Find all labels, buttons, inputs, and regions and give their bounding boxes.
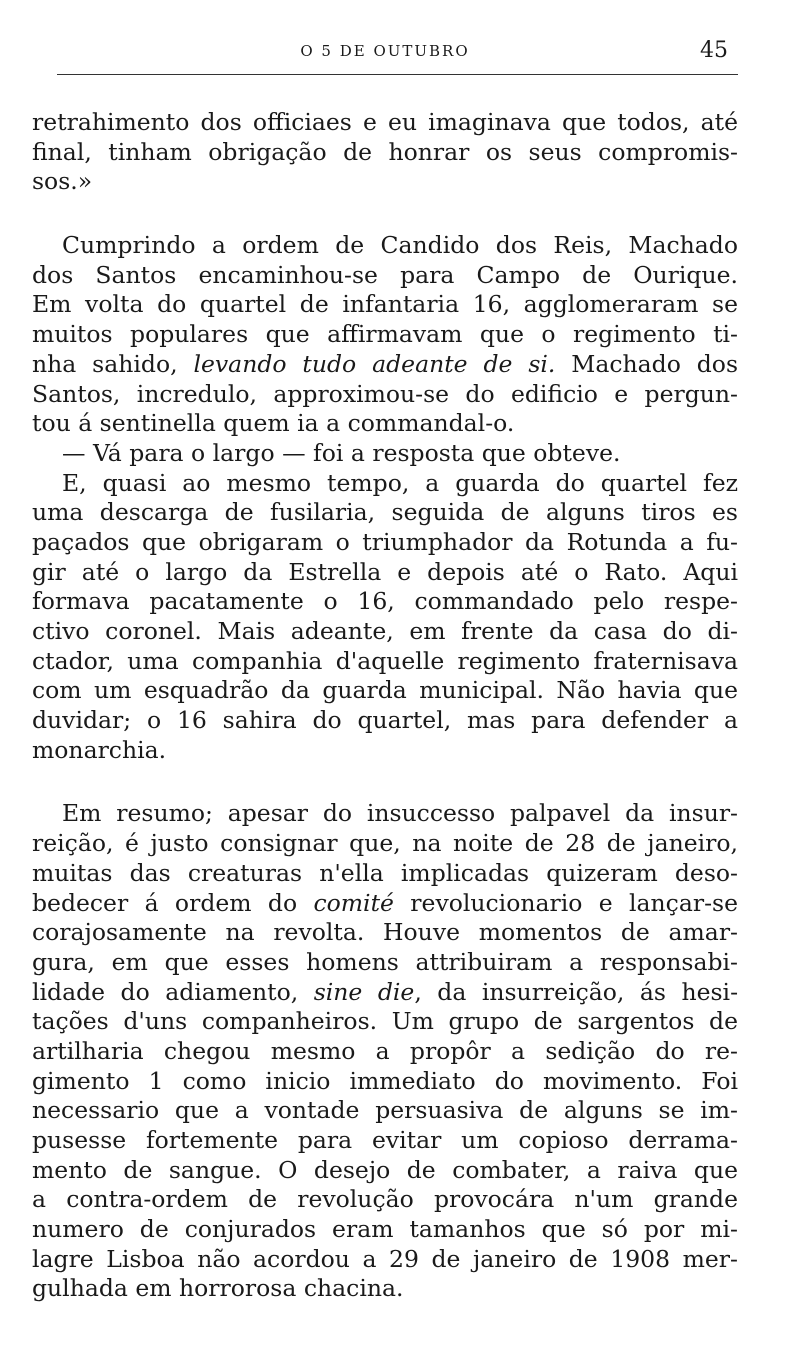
body-text xyxy=(32,108,738,1304)
text-line: necessario que a vontade persuasiva de alguns se im- xyxy=(32,1096,738,1125)
text-line: pusesse fortemente para evitar um copioso derrama- xyxy=(32,1126,738,1154)
text-line: monarchia. xyxy=(32,735,167,764)
header-rule xyxy=(57,74,738,75)
text-line: dos Santos encaminhou-se para Campo de Ourique. xyxy=(32,260,738,289)
text-line: a contra-ordem de revolução provocára n'um grande xyxy=(32,1185,738,1214)
text-run: nha sahido, xyxy=(32,349,194,378)
text-run: bedecer á ordem do xyxy=(32,888,314,917)
text-line: Em resumo; apesar do insuccesso palpavel da insur- xyxy=(62,799,738,828)
text-line: Cumprindo a ordem de Candido dos Reis, Machado xyxy=(62,231,738,260)
text-line: artilharia chegou mesmo a propôr a sedição do re- xyxy=(32,1036,738,1065)
text-line: formava pacatamente o 16, commandado pelo respe- xyxy=(32,587,738,616)
text-line: gura, em que esses homens attribuiram a responsabi- xyxy=(32,947,738,976)
text-line: uma descarga de fusilaria, seguida de alguns tiros es xyxy=(32,498,738,527)
text-line: Em volta do quartel de infantaria 16, agglomeraram se xyxy=(32,290,738,319)
text-line: ctivo coronel. Mais adeante, em frente da casa do di- xyxy=(32,617,738,645)
italic-phrase: comité xyxy=(313,888,394,917)
text-line: muitas das creaturas n'ella implicadas quizeram deso- xyxy=(32,858,738,887)
text-line: muitos populares que affirmavam que o regimento ti- xyxy=(32,320,738,349)
text-line: gir até o largo da Estrella e depois até o Rato. Aqui xyxy=(32,557,738,586)
text-line xyxy=(32,350,738,380)
text-line: — Vá para o largo — foi a resposta que obteve. xyxy=(62,438,621,467)
text-run: lidade do adiamento, xyxy=(32,977,314,1006)
text-line: tações d'uns companheiros. Um grupo de sargentos de xyxy=(32,1007,738,1036)
text-line: gulhada em horrorosa chacina. xyxy=(32,1274,404,1303)
text-line: reição, é justo consignar que, na noite de 28 de janeiro, xyxy=(32,829,738,858)
text-run: , da insurreição, ás hesi- xyxy=(414,977,738,1006)
text-line: com um esquadrão da guarda municipal. Não havia que xyxy=(32,676,738,705)
text-line: final, tinham obrigação de honrar os seus compromis- xyxy=(32,137,738,166)
text-line: sos.» xyxy=(32,167,93,196)
text-line: ctador, uma companhia d'aquelle regimento fraternisava xyxy=(32,646,738,675)
text-line: tou á sentinella quem ia a commandal-o. xyxy=(32,409,515,438)
text-line: paçados que obrigaram o triumphador da Rotunda a fu- xyxy=(32,527,738,556)
italic-phrase: levando tudo adeante de si. xyxy=(193,349,556,378)
text-line: numero de conjurados eram tamanhos que só por mi- xyxy=(32,1215,738,1244)
page-number: 45 xyxy=(700,38,728,63)
text-line: Santos, incredulo, approximou-se do edificio e pergun- xyxy=(32,379,738,408)
italic-phrase: sine die xyxy=(313,977,415,1006)
text-line: lagre Lisboa não acordou a 29 de janeiro de 1908 mer- xyxy=(32,1244,738,1273)
running-title: O 5 DE OUTUBRO xyxy=(300,42,470,60)
text-line: retrahimento dos officiaes e eu imaginava que todos, até xyxy=(32,108,738,136)
text-run: Machado dos xyxy=(555,349,738,378)
text-run: revolucionario e lançar-se xyxy=(393,888,738,917)
text-line xyxy=(32,978,738,1008)
text-line: corajosamente na revolta. Houve momentos de amar- xyxy=(32,918,738,947)
text-line: gimento 1 como inicio immediato do movimento. Foi xyxy=(32,1066,738,1095)
text-line: duvidar; o 16 sahira do quartel, mas para defender a xyxy=(32,706,738,735)
page-header xyxy=(32,38,738,72)
text-line xyxy=(32,889,738,919)
text-line: mento de sangue. O desejo de combater, a raiva que xyxy=(32,1155,738,1184)
text-line: E, quasi ao mesmo tempo, a guarda do quartel fez xyxy=(62,468,738,497)
